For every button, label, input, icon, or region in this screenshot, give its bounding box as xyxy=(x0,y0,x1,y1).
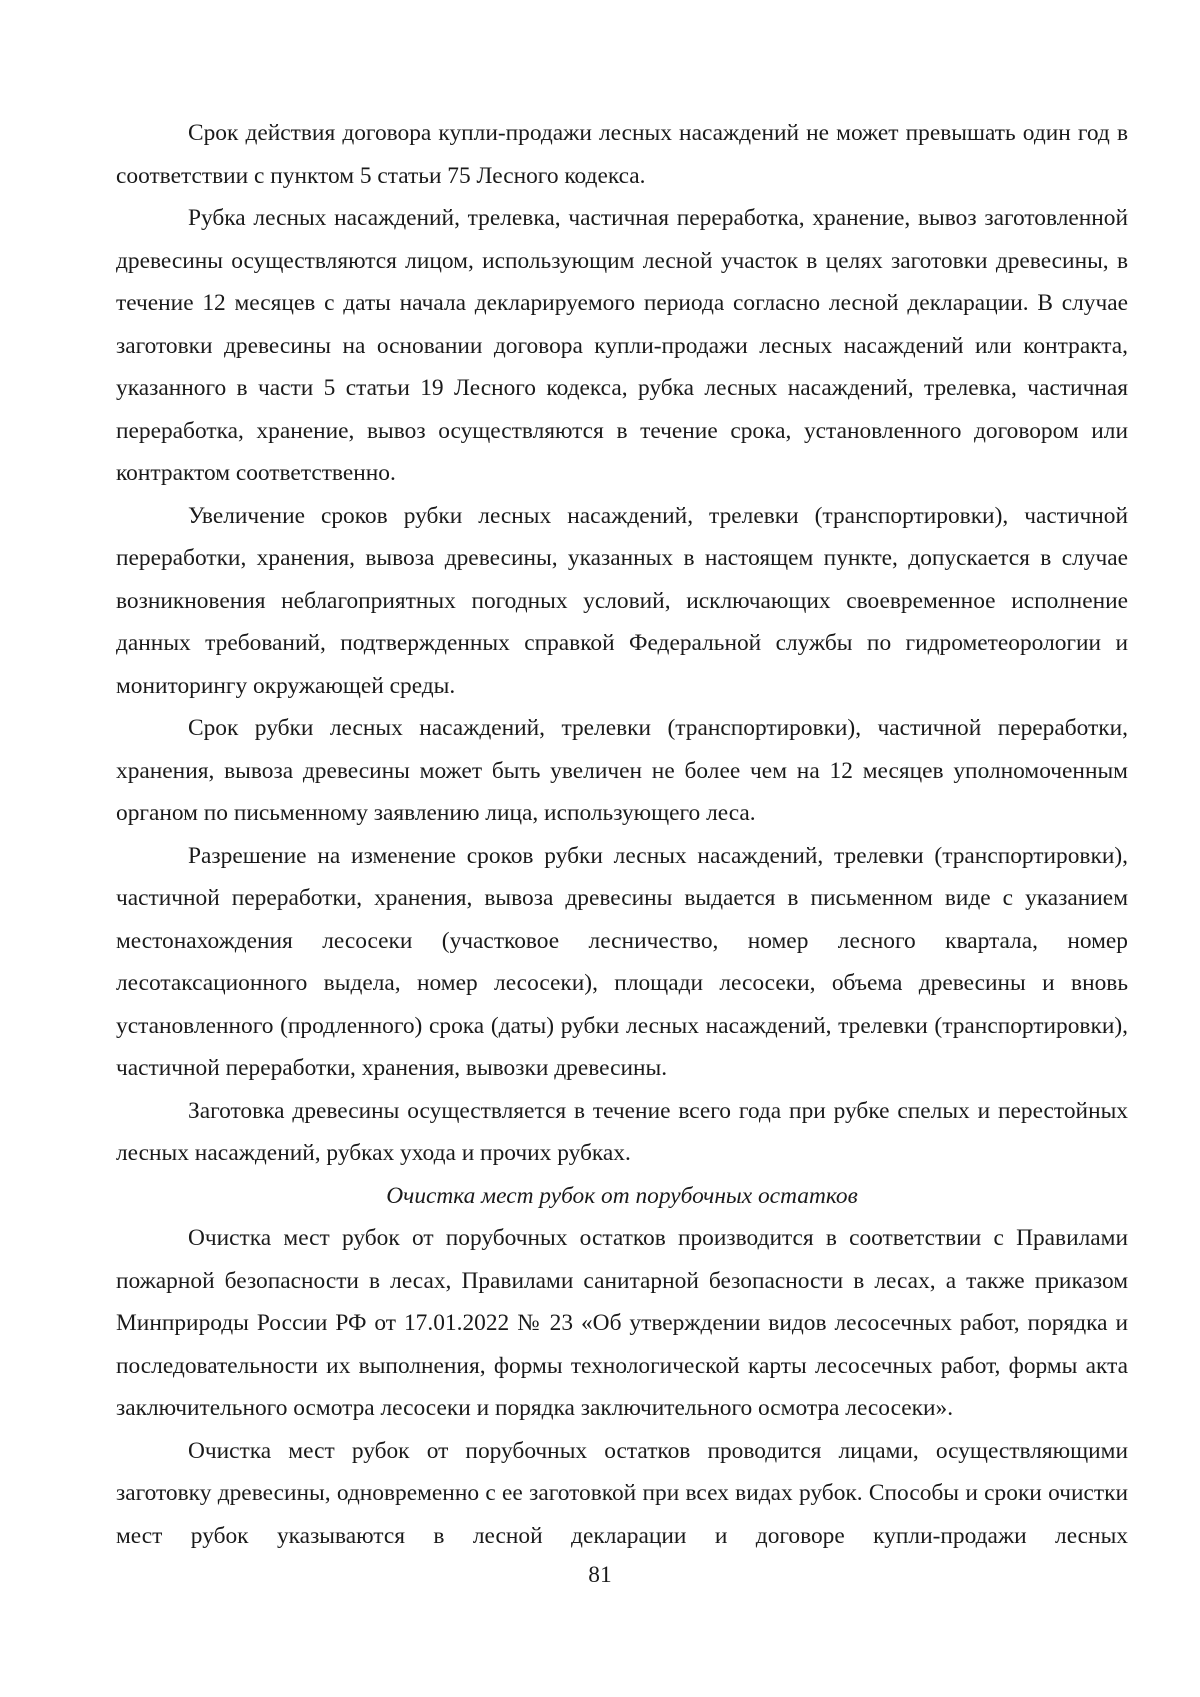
paragraph-cleanup-rules: Очистка мест рубок от порубочных остатков производится в соответствии с Правилами пожарной безопасности в лесах, Правилами санитарной безопасности в лесах, а также приказом Минприроды России РФ от 17.01.2022 № 23 «Об утверждении видов лесосечных работ, порядка и последовательности их выполнения, формы технологической карты лесосечных работ, формы акта заключительного осмотра лесосеки и порядка заключительного осмотра лесосеки». xyxy=(116,1225,1128,1421)
section-heading: Очистка мест рубок от порубочных остатков xyxy=(386,1182,858,1209)
paragraph-logging-period: Рубка лесных насаждений, трелевка, частичная переработка, хранение, вывоз заготовленной древесины осуществляются лицом, использующим лесной участок в целях заготовки древесины, в течение 12 месяцев с даты начала декларируемого периода согласно лесной декларации. В случае заготовки древесины на основании договора купли-продажи лесных насаждений или контракта, указанного в части 5 статьи 19 Лесного кодекса, рубка лесных насаждений, трелевка, частичная переработка, хранение, вывоз осуществляются в течение срока, установленного договором или контрактом соответственно. xyxy=(116,205,1128,486)
page-number: 81 xyxy=(588,1562,612,1588)
paragraph-contract-term: Срок действия договора купли-продажи лесных насаждений не может превышать один год в соответствии с пунктом 5 статьи 75 Лесного кодекса. xyxy=(116,120,1128,189)
paragraph-cleanup-timing: Очистка мест рубок от порубочных остатков проводится лицами, осуществляющими заготовку древесины, одновременно с ее заготовкой при всех видах рубок. Способы и сроки очистки мест рубок указываются в лесной декларации и договоре купли-продажи лесных xyxy=(116,1437,1128,1549)
document-page xyxy=(116,112,1128,1557)
paragraph-term-extension-limit: Срок рубки лесных насаждений, трелевки (транспортировки), частичной переработки, хранения, вывоза древесины может быть увеличен не более чем на 12 месяцев уполномоченным органом по письменному заявлению лица, использующего леса. xyxy=(116,715,1128,826)
paragraph-extension-permit: Разрешение на изменение сроков рубки лесных насаждений, трелевки (транспортировки), частичной переработки, хранения, вывоза древесины выдается в письменном виде с указанием местонахождения лесосеки (участковое лесничество, номер лесного квартала, номер лесотаксационного выдела, номер лесосеки), площади лесосеки, объема древесины и вновь установленного (продленного) срока (даты) рубки лесных насаждений, трелевки (транспортировки), частичной переработки, хранения, вывозки древесины. xyxy=(116,842,1128,1081)
paragraph-harvest-season: Заготовка древесины осуществляется в течение всего года при рубке спелых и перестойных лесных насаждений, рубках ухода и прочих рубках. xyxy=(116,1097,1128,1166)
paragraph-term-extension-conditions: Увеличение сроков рубки лесных насаждений, трелевки (транспортировки), частичной переработки, хранения, вывоза древесины, указанных в настоящем пункте, допускается в случае возникновения неблагоприятных погодных условий, исключающих своевременное исполнение данных требований, подтвержденных справкой Федеральной службы по гидрометеорологии и мониторингу окружающей среды. xyxy=(116,502,1128,699)
